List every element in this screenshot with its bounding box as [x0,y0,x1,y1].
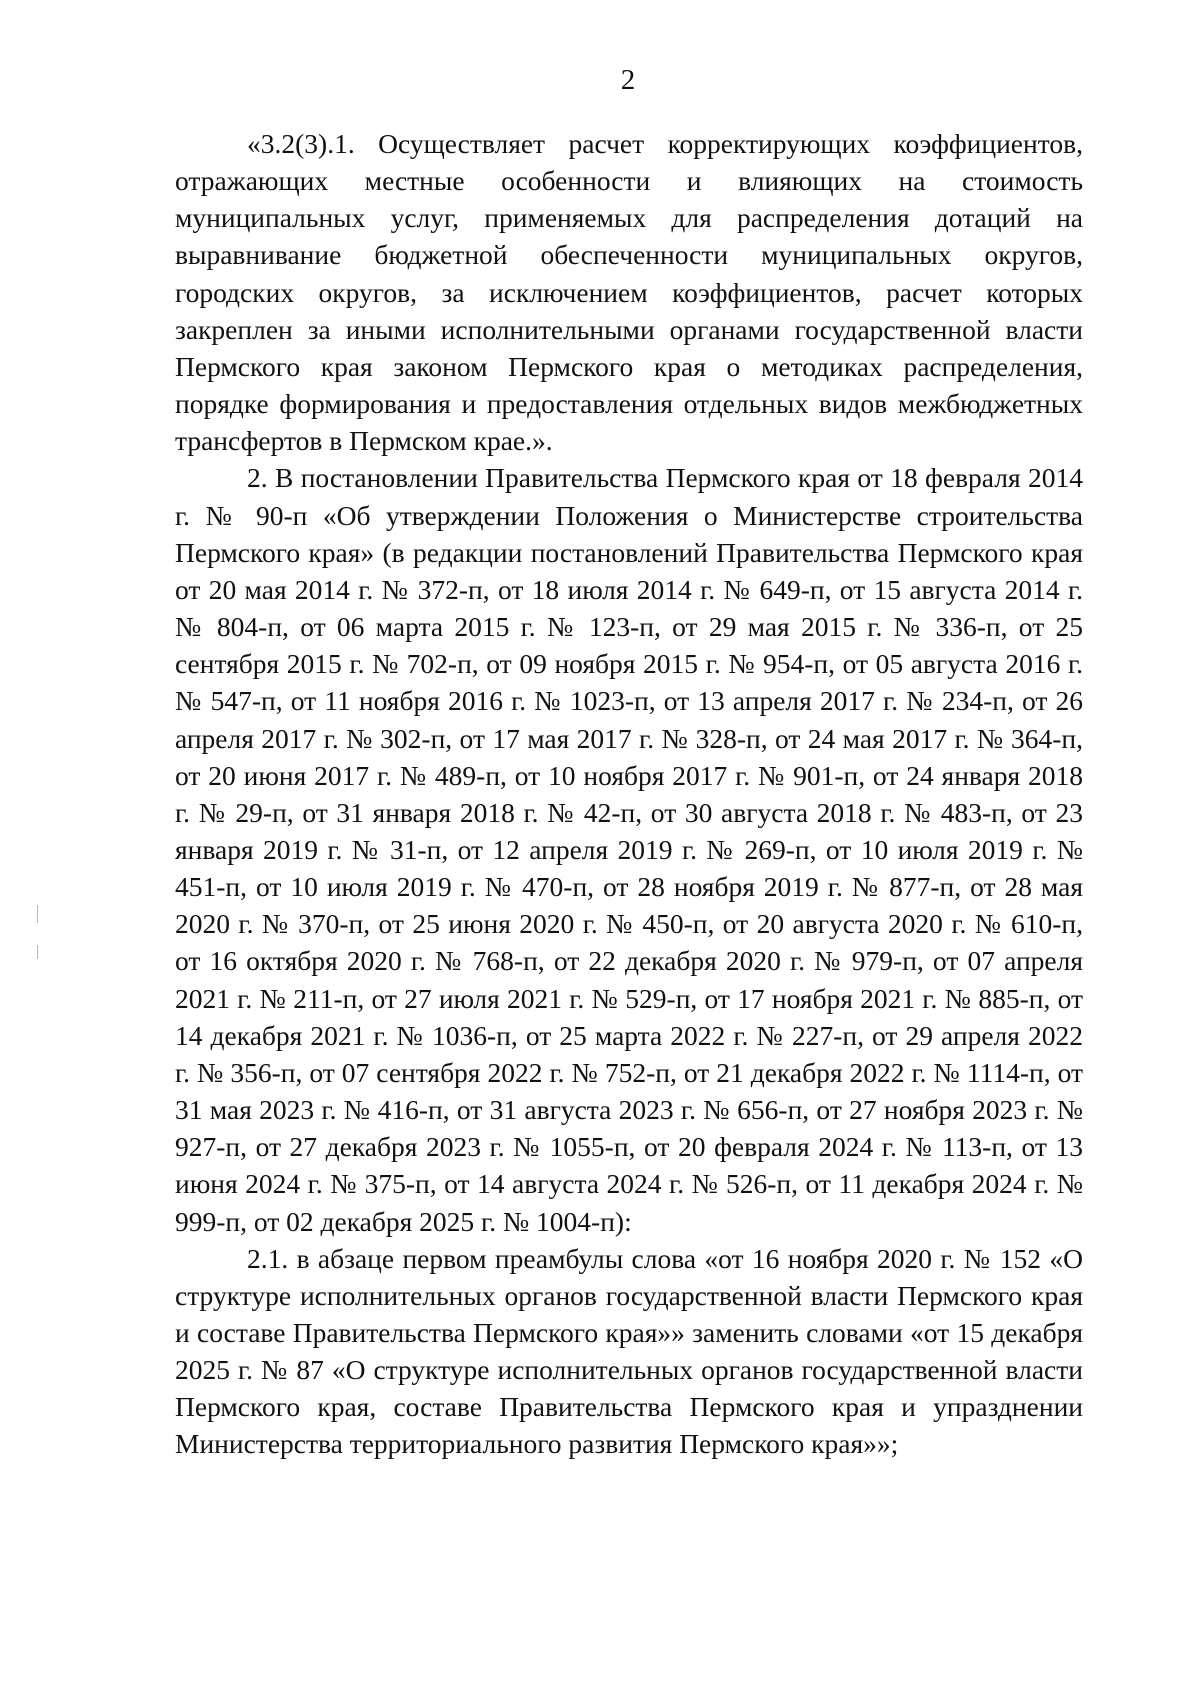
paragraph-2-1: 2.1. в абзаце первом преамбулы слова «от 16 ноября 2020 г. № 152 «О структуре исполнительных органов государственной власти Пермского края и составе Правительства Пермского края»» заменить словами «от 15 декабря 2025 г. № 87 «О структуре исполнительных органов государственной власти Пермского края, составе Правительства Пермского края и упразднении Министерства территориального развития Пермского края»»; [175,1242,1083,1460]
scan-margin-mark [37,905,38,923]
document-body [175,125,1083,1463]
page-number: 2 [620,64,636,96]
paragraph-3-2-3-1: «3.2(3).1. Осуществляет расчет корректирующих коэффициентов, отражающих местные особенности и влияющих на стоимость муниципальных услуг, применяемых для распределения дотаций на выравнивание бюджетной обеспеченности муниципальных округов, городских округов, за исключением коэффициентов, расчет которых закреплен за иными исполнительными органами государственной власти Пермского края законом Пермского края о методиках распределения, порядке формирования и предоставления отдельных видов межбюджетных трансфертов в Пермском крае.». [175,128,1083,457]
paragraph-2: 2. В постановлении Правительства Пермского края от 18 февраля 2014 г. № 90-п «Об утверждении Положения о Министерстве строительства Пермского края» (в редакции постановлений Правительства Пермского края от 20 мая 2014 г. № 372-п, от 18 июля 2014 г. № 649-п, от 15 августа 2014 г. № 804-п, от 06 марта 2015 г. № 123-п, от 29 мая 2015 г. № 336-п, от 25 сентября 2015 г. № 702-п, от 09 ноября 2015 г. № 954-п, от 05 августа 2016 г. № 547-п, от 11 ноября 2016 г. № 1023-п, от 13 апреля 2017 г. № 234-п, от 26 апреля 2017 г. № 302-п, от 17 мая 2017 г. № 328-п, от 24 мая 2017 г. № 364-п, от 20 июня 2017 г. № 489-п, от 10 ноября 2017 г. № 901-п, от 24 января 2018 г. № 29-п, от 31 января 2018 г. № 42-п, от 30 августа 2018 г. № 483-п, от 23 января 2019 г. № 31-п, от 12 апреля 2019 г. № 269-п, от 10 июля 2019 г. № 451-п, от 10 июля 2019 г. № 470-п, от 28 ноября 2019 г. № 877-п, от 28 мая 2020 г. № 370-п, от 25 июня 2020 г. № 450-п, от 20 августа 2020 г. № 610-п, от 16 октября 2020 г. № 768-п, от 22 декабря 2020 г. № 979-п, от 07 апреля 2021 г. № 211-п, от 27 июля 2021 г. № 529-п, от 17 ноября 2021 г. № 885-п, от 14 декабря 2021 г. № 1036-п, от 25 марта 2022 г. № 227-п, от 29 апреля 2022 г. № 356-п, от 07 сентября 2022 г. № 752-п, от 21 декабря 2022 г. № 1114-п, от 31 мая 2023 г. № 416-п, от 31 августа 2023 г. № 656-п, от 27 ноября 2023 г. № 927-п, от 27 декабря 2023 г. № 1055-п, от 20 февраля 2024 г. № 113-п, от 13 июня 2024 г. № 375-п, от 14 августа 2024 г. № 526-п, от 11 декабря 2024 г. № 999-п, от 02 декабря 2025 г. № 1004-п): [175,462,1083,1237]
scan-margin-mark [37,945,38,959]
